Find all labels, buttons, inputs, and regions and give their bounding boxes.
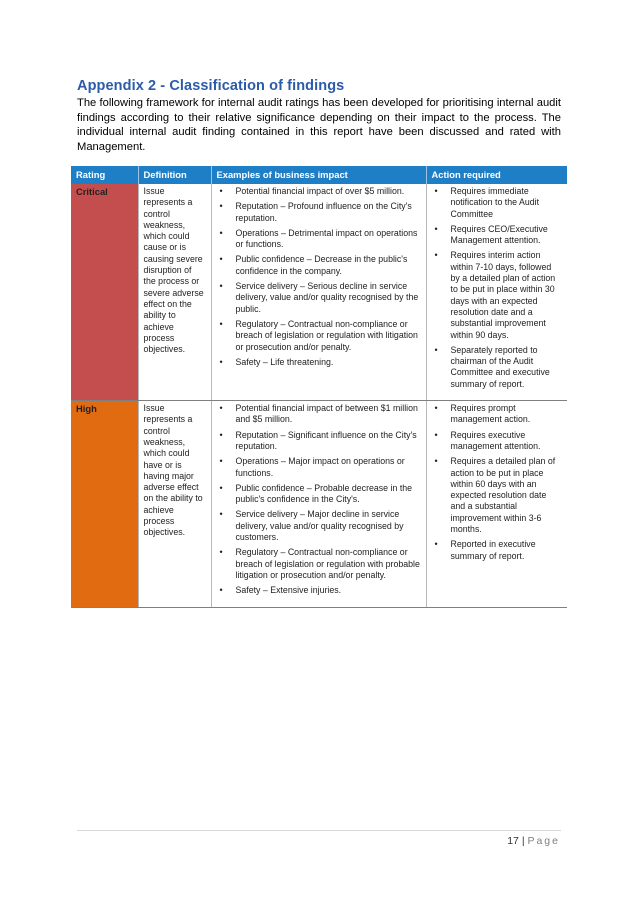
definition-high: Issue represents a control weakness, which could have or is having major adverse effect on the ability to achieve process objectives. bbox=[138, 401, 211, 607]
bullet-icon: • bbox=[434, 250, 438, 261]
list-item: • Reputation – Profound influence on the City's reputation. bbox=[219, 201, 412, 223]
list-item: • Service delivery – Serious decline in service delivery, value and/or quality recognised by the public. bbox=[219, 281, 419, 314]
impacts-high bbox=[211, 401, 426, 607]
bullet-icon: • bbox=[219, 482, 223, 493]
definition-critical: Issue represents a control weakness, which could cause or is causing severe disruption of the process or severe adverse effect on the ability to achieve process objectives. bbox=[138, 184, 211, 401]
impacts-critical bbox=[211, 184, 426, 401]
bullet-icon: • bbox=[219, 254, 223, 265]
list-item: • Regulatory – Contractual non-compliance or breach of legislation or regulation with probable litigation or prosecution and/or penalty. bbox=[219, 547, 420, 580]
page-label: Page bbox=[527, 835, 560, 847]
list-item: • Regulatory – Contractual non-compliance or breach of legislation or regulation with litigation or prosecution and/or penalty. bbox=[219, 318, 418, 352]
actions-critical bbox=[426, 184, 567, 401]
list-item: • Potential financial impact of over $5 million. bbox=[219, 186, 405, 196]
table-header-row bbox=[71, 166, 567, 184]
rating-high: High bbox=[71, 401, 138, 607]
header-business-impact: Examples of business impact bbox=[211, 166, 426, 184]
list-item: • Potential financial impact of between $1 million and $5 million. bbox=[219, 403, 418, 425]
bullet-icon: • bbox=[219, 227, 223, 238]
list-item: • Safety – Extensive injuries. bbox=[219, 585, 342, 596]
list-item: • Public confidence – Decrease in the public's confidence in the company. bbox=[219, 254, 408, 276]
list-item: • Safety – Life threatening. bbox=[219, 356, 334, 367]
bullet-icon: • bbox=[219, 509, 223, 520]
actions-high bbox=[426, 401, 567, 607]
table-row-high bbox=[71, 401, 567, 607]
bullet-icon: • bbox=[434, 539, 438, 550]
header-definition: Definition bbox=[138, 166, 211, 184]
bullet-icon: • bbox=[434, 456, 438, 467]
bullet-icon: • bbox=[219, 403, 223, 414]
footer-separator: | bbox=[521, 835, 525, 847]
list-item: • Public confidence – Probable decrease in the public's confidence in the City's. bbox=[219, 482, 413, 505]
header-action-required: Action required bbox=[426, 166, 567, 184]
bullet-icon: • bbox=[434, 223, 438, 234]
page-number: 17 bbox=[507, 835, 519, 847]
table-row-critical bbox=[71, 184, 567, 401]
list-item: • Requires a detailed plan of action to be put in place within 60 days with an expected resolution date and a substantial improvement within 3-6 months. bbox=[434, 456, 556, 535]
bullet-icon: • bbox=[219, 585, 223, 596]
list-item: • Service delivery – Major decline in service delivery, value and/or quality recognised by customers. bbox=[219, 509, 404, 543]
bullet-icon: • bbox=[434, 403, 438, 414]
header-rating: Rating bbox=[71, 166, 138, 184]
bullet-icon: • bbox=[219, 547, 223, 558]
footer-divider bbox=[77, 830, 561, 831]
bullet-icon: • bbox=[219, 186, 223, 196]
bullet-icon: • bbox=[219, 356, 223, 367]
list-item: • Requires CEO/Executive Management attention. bbox=[434, 223, 548, 246]
bullet-icon: • bbox=[434, 186, 438, 196]
list-item: • Reputation – Significant influence on the City's reputation. bbox=[219, 429, 417, 451]
list-item: • Requires executive management attention. bbox=[434, 429, 541, 451]
list-item: • Requires interim action within 7-10 days, followed by a detailed plan of action to be put in place within 30 days with an expected resolution date and a substantial improvement within 90 days. bbox=[434, 250, 556, 340]
classification-table bbox=[71, 166, 567, 608]
appendix-heading: Appendix 2 - Classification of findings bbox=[77, 78, 345, 94]
bullet-icon: • bbox=[434, 344, 438, 355]
list-item: • Requires immediate notification to the Audit Committee bbox=[434, 186, 540, 219]
bullet-icon: • bbox=[219, 429, 223, 440]
bullet-icon: • bbox=[219, 281, 223, 292]
intro-paragraph: The following framework for internal audit ratings has been developed for prioritising internal audit findings according to their relative significance depending on their impact to the process. The individual internal audit finding contained in this report have been discussed and rated with Management. bbox=[77, 97, 561, 153]
bullet-icon: • bbox=[219, 318, 223, 329]
bullet-icon: • bbox=[219, 456, 223, 467]
bullet-icon: • bbox=[219, 201, 223, 212]
bullet-icon: • bbox=[434, 429, 438, 440]
list-item: • Operations – Major impact on operations or functions. bbox=[219, 456, 405, 478]
rating-critical: Critical bbox=[71, 184, 138, 401]
list-item: • Requires prompt management action. bbox=[434, 403, 531, 425]
list-item: • Reported in executive summary of report. bbox=[434, 539, 536, 561]
list-item: • Operations – Detrimental impact on operations or functions. bbox=[219, 227, 418, 250]
page-footer bbox=[507, 835, 560, 847]
list-item: • Separately reported to chairman of the Audit Committee and executive summary of report. bbox=[434, 344, 550, 389]
